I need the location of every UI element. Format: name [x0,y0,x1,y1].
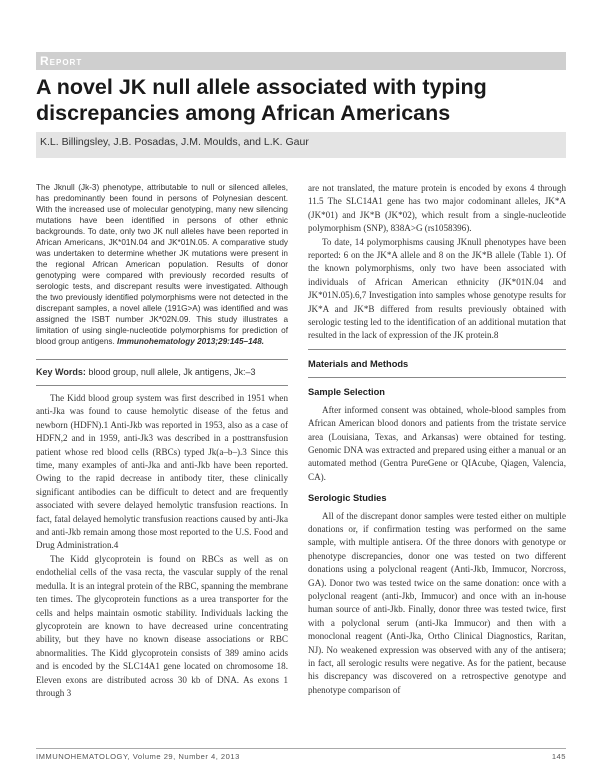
abstract [36,182,288,347]
keywords [36,366,288,379]
subsection-heading-serologic-studies: Serologic Studies [308,493,387,504]
body-paragraph: To date, 14 polymorphisms causing JKnull phenotypes have been reported: 6 on the JK*A allele and 8 on the JK*B allele (Table 1). Of the known polymorphisms, only two have been associated with individuals of African American ethnicity (JK*01N.04 and JK*01N.05).6,7 Investigation into samples whose genotype results for JK*A and JK*B differed from results previously obtained with serologic testing led to the identification of an additional mutation that resulted in the lack of expression of the JK protein.8 [308,236,566,341]
page-number: 145 [551,752,566,761]
body-paragraph: The Kidd blood group system was first described in 1951 when anti-Jka was found to cause hemolytic disease of the fetus and newborn (HDFN).1 Anti-Jkb was reported in 1953, also as a case of HDFN,2 and in 1959, anti-Jk3 was described in a posttransfusion patient whose red blood cells (RBCs) typed Jk(a–b–).3 Since this time, many examples of anti-Jka and anti-Jkb have been reported. Owing to the rapid decrease in antibody titer, these clinically significant antibodies can be difficult to detect and are frequently associated with severe delayed hemolytic transfusion reactions. In fact, fatal delayed hemolytic transfusion reactions caused by anti-Jka and anti-Jkb remain among those most reported to the U.S. Food and Drug Administration.4 [36,393,288,551]
journal-info: IMMUNOHEMATOLOGY, Volume 29, Number 4, 2013 [36,752,240,761]
section-rule [308,377,566,378]
abstract-citation: Immunohematology 2013;29:145–148. [117,337,265,346]
author-list: K.L. Billingsley, J.B. Posadas, J.M. Moulds, and L.K. Gaur [40,136,309,148]
article-title: A novel JK null allele associated with typing discrepancies among African Americans [36,75,487,125]
body-paragraph: All of the discrepant donor samples were tested either on multiple donations or, if confirmation testing was performed on the same sample, with multiple antisera. Of the three donors with genotype or phenotype discrepancies, donor one was tested on two different donations using a polyclonal reagent (Anti-Jkb, Immucor, Norcross, GA). Donor two was tested twice on the same donation: once with a polyclonal reagent (anti-Jkb, Immucor) and once with an in-house human source of anti-Jkb. Finally, donor three was tested twice, first with a polyclonal serum (anti-Jka Immucor) and then with a monoclonal reagent (Anti-Jka, Ortho Clinical Diagnostics, Raritan, NJ). No weakened expression was observed with any of the antisera; in fact, all serologic results were negative. As for the patient, because his discrepancy was discovered on a retrospective genotype and phenotype comparison of [308,510,566,695]
section-label-bar [36,52,566,70]
left-column [36,182,288,700]
body-paragraph: The Kidd glycoprotein is found on RBCs as well as on endothelial cells of the vasa recta, the vascular supply of the renal medulla. It is an integral protein of the RBC, spanning the membrane ten times. The glycoprotein functions as a urea transporter for the cells and helps maintain osmotic stability. Individuals lacking the glycoprotein are known to have decreased urine concentrating ability, but they have no known disease associations or RBC abnormalities. The Kidd glycoprotein consists of 389 amino acids and is encoded by the SLC14A1 gene located on chromosome 18. Eleven exons are distributed across 30 kb of DNA. As exons 1 through 3 [36,553,288,698]
right-column [308,182,566,697]
section-label: Report [40,54,83,68]
section-rule [308,349,566,350]
footer-rule [36,748,566,749]
page-footer [36,752,566,761]
keywords-rule-bottom [36,385,288,386]
body-paragraph: are not translated, the mature protein is encoded by exons 4 through 11.5 The SLC14A1 gene has two major codominant alleles, JK*A (JK*01) and JK*B (JK*02), which result from a single-nucleotide polymorphism (SNP), 838A>G (rs1058396). [308,183,566,234]
section-heading-materials-methods: Materials and Methods [308,358,409,369]
keywords-rule [36,359,288,360]
keywords-text: blood group, null allele, Jk antigens, Jk:–3 [88,367,256,377]
keywords-label: Key Words: [36,367,86,377]
body-paragraph: After informed consent was obtained, whole-blood samples from African American blood donors and patients from the tristate service area (Louisiana, Texas, and Arkansas) were obtained for testing. Genomic DNA was extracted and prepared using either a manual or an automated method (Gentra PureGene or QIAcube, Qiagen, Valencia, CA). [308,404,566,482]
abstract-text: The Jknull (Jk-3) phenotype, attributable to null or silenced alleles, has predominantly been found in persons of Polynesian descent. With the increased use of molecular genotyping, many new silencing mutations have been identified in persons of other ethnic backgrounds. To date, only two JK null alleles have been reported in African Americans, JK*01N.04 and JK*01N.05. A comparative study was undertaken to determine whether JK mutations were present in the regional African American population. Results of donor genotyping were compared with previously recorded results of serologic tests, and discrepant results were investigated. Although the two previously identified polymorphisms were not detected in the discrepant samples, a novel allele (191G>A) was identified and was assigned the ISBT number JK*02N.09. This study illustrates a limitation of using single-nucleotide polymorphisms for prediction of blood group antigens. [36,183,288,346]
subsection-heading-sample-selection: Sample Selection [308,387,385,398]
